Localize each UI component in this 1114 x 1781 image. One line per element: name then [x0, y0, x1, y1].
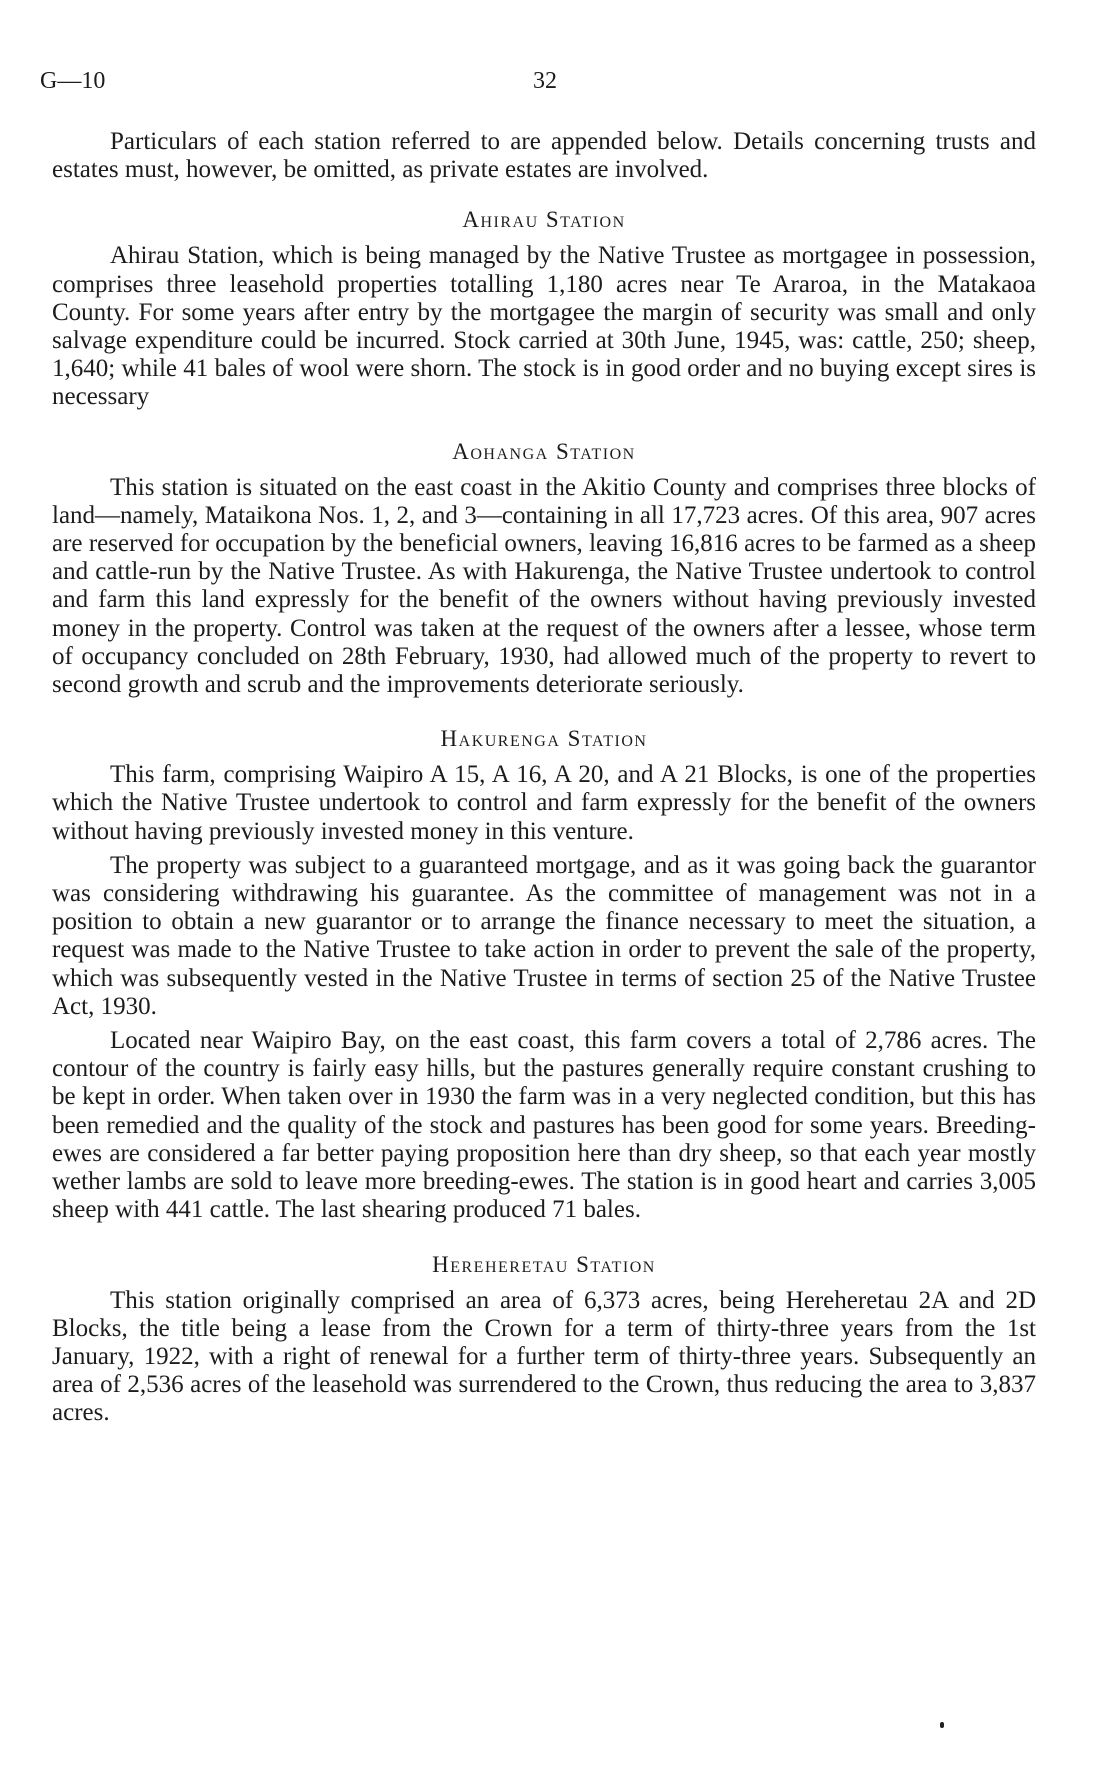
page-number: 32 [533, 68, 557, 94]
section-heading-ahirau: Ahirau Station [462, 207, 626, 233]
intro-paragraph: Particulars of each station referred to are appended below. Details concerning trusts and estates must, however, be omitted, as private estates are involved. [52, 128, 1036, 184]
paragraph-hereheretau: This station originally comprised an area of 6,373 acres, being Hereheretau 2A and 2D Blocks, the title being a lease from the Crown for a term of thirty-three years from the 1st January, 1922, with a right of renewal for a further term of thirty-three years. Subsequently an area of 2,536 acres of the leasehold was surrendered to the Crown, thus reducing the area to 3,837 acres. [52, 1286, 1036, 1427]
section-heading-aohanga: Aohanga Station [452, 438, 636, 464]
paragraph-aohanga: This station is situated on the east coast in the Akitio County and comprises three blocks of land—namely, Mataikona Nos. 1, 2, and 3—containing in all 17,723 acres. Of this area, 907 acres are reserved for occupation by the beneficial owners, leaving 16,816 acres to be farmed as a sheep and cattle-run by the Native Trustee. As with Hakurenga, the Native Trustee undertook to control and farm this land expressly for the benefit of the owners without having previously invested money in the property. Control was taken at the request of the owners after a lessee, whose term of occupancy concluded on 28th February, 1930, had allowed much of the property to revert to second growth and scrub and the improvements deteriorate seriously. [52, 473, 1036, 699]
print-speck [940, 1722, 944, 1728]
paragraph-ahirau: Ahirau Station, which is being managed by the Native Trustee as mortgagee in possession, comprises three leasehold properties totalling 1,180 acres near Te Araroa, in the Matakaoa County. For some years after entry by the mortgagee the margin of security was small and only salvage expenditure could be incurred. Stock carried at 30th June, 1945, was: cattle, 250; sheep, 1,640; while 41 bales of wool were shorn. The stock is in good order and no buying except sires is necessary [52, 242, 1036, 411]
page-header [40, 68, 1036, 98]
section-heading-hereheretau: Hereheretau Station [432, 1251, 656, 1277]
paragraph-hakurenga-2: The property was subject to a guaranteed mortgage, and as it was going back the guarantor was considering withdrawing his guarantee. As the committee of management was not in a position to obtain a new guarantor or to arrange the finance necessary to meet the situation, a request was made to the Native Trustee to take action in order to prevent the sale of the property, which was subsequently vested in the Native Trustee in terms of section 25 of the Native Trustee Act, 1930. [52, 851, 1036, 1020]
document-body [52, 128, 1036, 1428]
paragraph-hakurenga-1: This farm, comprising Waipiro A 15, A 16, A 20, and A 21 Blocks, is one of the properties which the Native Trustee undertook to control and farm expressly for the benefit of the owners without having previously invested money in this venture. [52, 761, 1036, 845]
document-code: G—10 [40, 68, 106, 94]
section-heading-hakurenga: Hakurenga Station [440, 726, 648, 752]
paragraph-hakurenga-3: Located near Waipiro Bay, on the east coast, this farm covers a total of 2,786 acres. The contour of the country is fairly easy hills, but the pastures generally require constant crushing to be kept in order. When taken over in 1930 the farm was in a very neglected condition, but this has been remedied and the quality of the stock and pastures has been good for some years. Breeding-ewes are considered a far better paying proposition here than dry sheep, so that each year mostly wether lambs are sold to leave more breeding-ewes. The station is in good heart and carries 3,005 sheep with 441 cattle. The last shearing produced 71 bales. [52, 1027, 1036, 1224]
